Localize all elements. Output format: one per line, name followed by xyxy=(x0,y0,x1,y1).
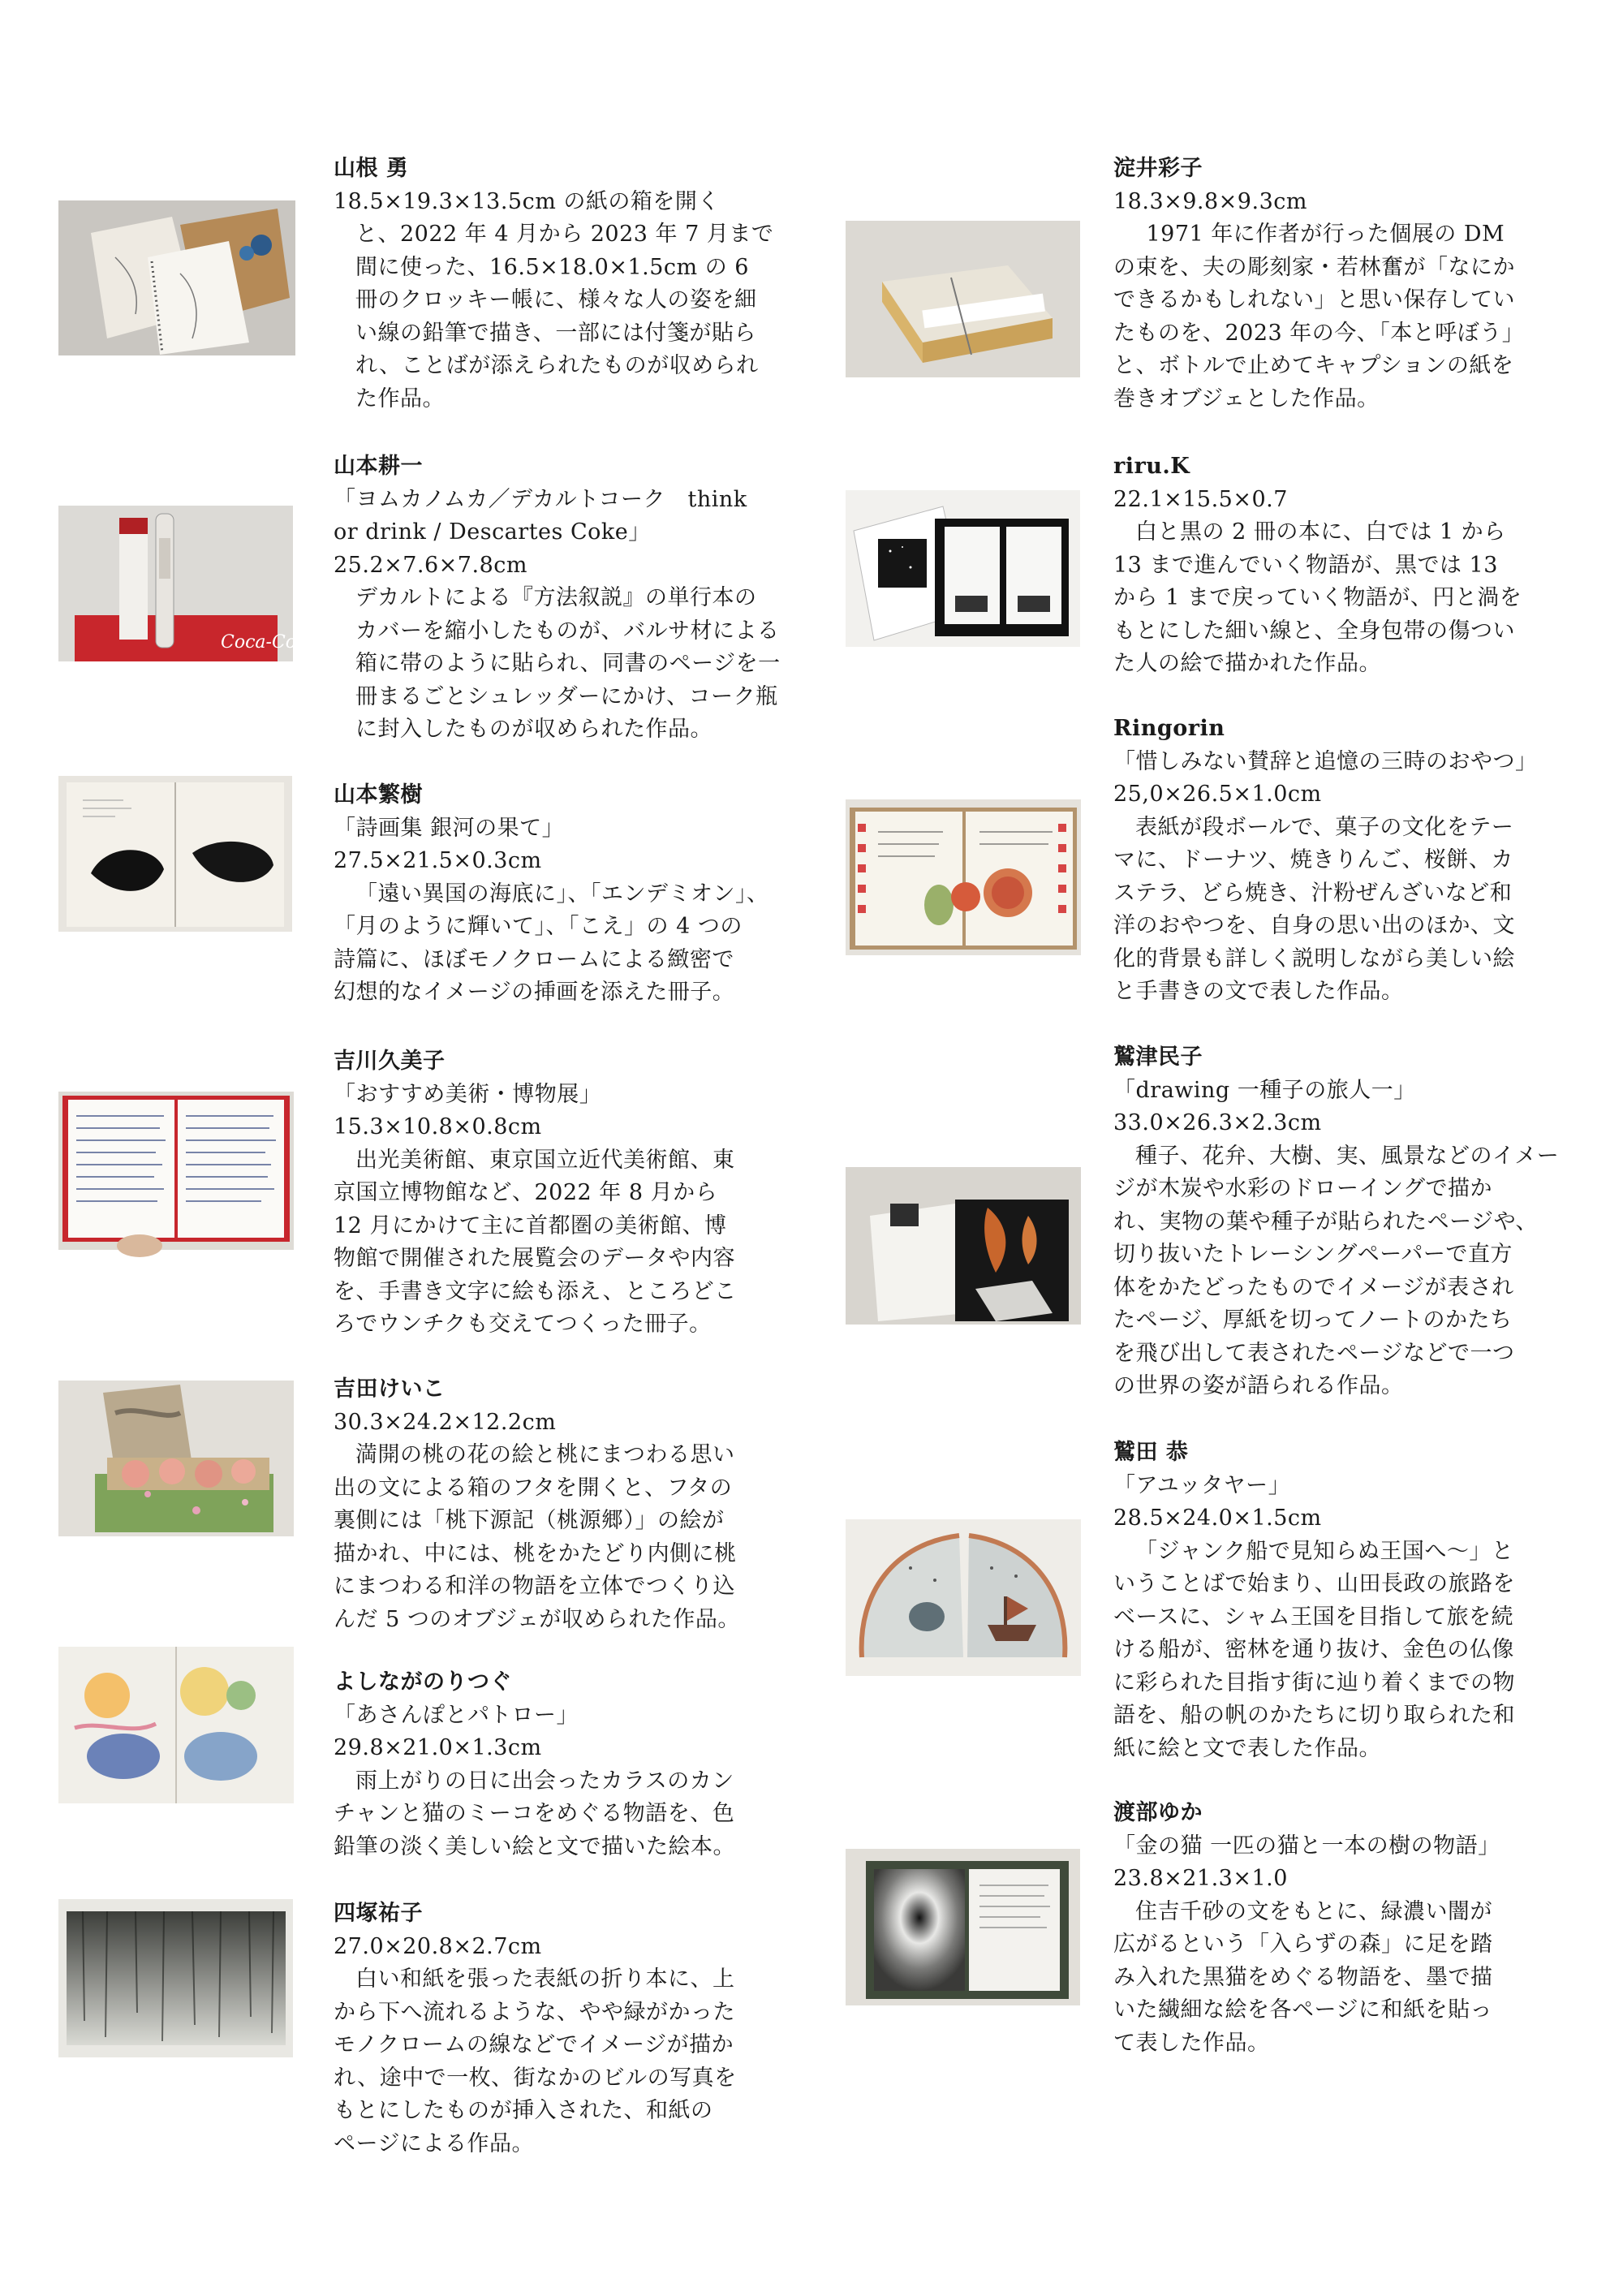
description-line: 住吉千砂の文をもとに、緑濃い闇が xyxy=(1135,1898,1492,1924)
description-line: 広がるという「入らずの森」に足を踏 xyxy=(1113,1932,1493,1957)
work-title: 「おすすめ美術・博物展」 xyxy=(334,1081,602,1107)
description-line: から 1 まで戻っていく物語が、円と渦を xyxy=(1113,585,1522,610)
description xyxy=(334,186,788,416)
work-title: 「ヨムカノムカ／デカルトコーク think xyxy=(334,486,747,512)
description-line: ろでウンチクも交えてつくった冊子。 xyxy=(334,1312,712,1337)
description xyxy=(1113,812,1568,1009)
description-line: もとにしたものが挿入された、和紙の xyxy=(334,2098,713,2123)
artist-name: Ringorin xyxy=(1113,716,1225,741)
svg-text:Coca-Cola: Coca-Cola xyxy=(221,632,313,653)
work-title: 「金の猫 一匹の猫と一本の樹の物語」 xyxy=(1113,1833,1500,1859)
description-line: 雨上がりの日に出会ったカラスのカン xyxy=(355,1768,734,1794)
dimensions: 29.8×21.0×1.3cm xyxy=(334,1735,542,1760)
description-line: にまつわる和洋の物語を立体でつくり込 xyxy=(334,1574,735,1599)
description xyxy=(1113,1896,1568,2061)
description-line: の世界の姿が語られる作品。 xyxy=(1113,1373,1404,1398)
dimensions: 30.3×24.2×12.2cm xyxy=(334,1409,557,1435)
description xyxy=(1113,218,1568,416)
description-line: んだ 5 つのオブジェが収められた作品。 xyxy=(334,1606,740,1632)
description-line: モノクロームの線などでイメージが描か xyxy=(334,2032,734,2057)
dimensions: 23.8×21.3×1.0 xyxy=(1113,1866,1288,1891)
artwork-photo xyxy=(846,221,1080,377)
description-line: 12 月にかけて主に首都圏の美術館、博 xyxy=(334,1213,727,1238)
work-title: 「詩画集 銀河の果て」 xyxy=(334,815,565,841)
description-line: 箱に帯のように貼られ、同書のページを一 xyxy=(355,651,781,676)
artwork-photo xyxy=(846,799,1081,955)
description-line: 間に使った、16.5×18.0×1.5cm の 6 xyxy=(355,254,749,280)
artwork-photo xyxy=(58,776,292,932)
description-line: いうことばで始まり、山田長政の旅路を xyxy=(1113,1571,1515,1596)
description-line: 洋のおやつを、自身の思い出のほか、文 xyxy=(1113,913,1515,938)
description-line: 出の文による箱のフタを開くと、フタの xyxy=(334,1475,733,1501)
artist-name: riru.K xyxy=(1113,454,1190,479)
description xyxy=(334,1963,788,2160)
description-line: 満開の桃の花の絵と桃にまつわる思い xyxy=(355,1442,735,1467)
description-line: れ、ことばが添えられたものが収められ xyxy=(355,353,759,378)
dimensions: 15.3×10.8×0.8cm xyxy=(334,1114,542,1139)
description-line: できるかもしれない」と思い保存してい xyxy=(1113,287,1515,312)
description xyxy=(334,878,788,1010)
description-line: 「月のように輝いて」、「こえ」の 4 つの xyxy=(334,914,743,939)
description-line: 「ジャンク船で見知らぬ王国へ～」と xyxy=(1135,1538,1514,1564)
artist-name: 淀井彩子 xyxy=(1113,156,1203,181)
description-line: たものを、2023 年の今、「本と呼ぼう」 xyxy=(1113,320,1525,346)
description-line: チャンと猫のミーコをめぐる物語を、色 xyxy=(334,1801,735,1826)
description-line: 13 まで進んでいく物語が、黒では 13 xyxy=(1113,552,1498,578)
description-line: 巻きオブジェとした作品。 xyxy=(1113,386,1380,411)
artwork-photo xyxy=(58,1899,293,2057)
description-line: と、2022 年 4 月から 2023 年 7 月まで xyxy=(355,222,774,247)
description xyxy=(334,1439,788,1636)
artwork-photo xyxy=(58,1092,294,1250)
dimensions: 33.0×26.3×2.3cm xyxy=(1113,1110,1322,1135)
description-line: 冊のクロッキー帳に、様々な人の姿を細 xyxy=(355,287,757,312)
description-line: た作品。 xyxy=(355,386,445,411)
description-line: ステラ、どら焼き、汁粉ぜんざいなど和 xyxy=(1113,880,1513,906)
artwork-photo xyxy=(846,490,1080,647)
description-line: マに、ドーナツ、焼きりんご、桜餅、カ xyxy=(1113,847,1513,872)
work-title: or drink / Descartes Coke」 xyxy=(334,519,651,545)
description-line: 白い和紙を張った表紙の折り本に、上 xyxy=(355,1966,735,1992)
dimensions: 22.1×15.5×0.7 xyxy=(1113,486,1288,512)
artist-name: 山根 勇 xyxy=(334,156,409,181)
description-line: 化的背景も詳しく説明しながら美しい絵 xyxy=(1113,946,1515,971)
description-line: デカルトによる『方法叙説』の単行本の xyxy=(355,585,757,610)
description-line: た人の絵で描かれた作品。 xyxy=(1113,651,1381,676)
work-title: 「アユッタヤー」 xyxy=(1113,1472,1291,1498)
description-line: と手書きの文で表した作品。 xyxy=(1113,979,1404,1004)
artwork-photo xyxy=(846,1167,1081,1325)
description-line: 紙に絵と文で表した作品。 xyxy=(1113,1735,1381,1761)
description xyxy=(334,1765,788,1864)
description xyxy=(334,582,788,747)
description-line: ジが木炭や水彩のドローイングで描か xyxy=(1113,1176,1492,1201)
description-line: から下へ流れるような、やや緑がかった xyxy=(334,1999,735,2025)
description-line: を飛び出して表されたページなどで一つ xyxy=(1113,1340,1515,1366)
artist-name: 吉田けいこ xyxy=(334,1376,446,1402)
description-line: い線の鉛筆で描き、一部には付箋が貼ら xyxy=(355,320,756,346)
artist-name: 山本耕一 xyxy=(334,454,423,479)
artwork-photo xyxy=(846,1519,1081,1676)
description-line: と、ボトルで止めてキャプションの紙を xyxy=(1113,353,1514,378)
description-line: 体をかたどったものでイメージが表され xyxy=(1113,1274,1514,1300)
description xyxy=(1113,516,1568,681)
work-title: 「あさんぽとパトロー」 xyxy=(334,1702,579,1728)
description-line: 京国立博物館など、2022 年 8 月から xyxy=(334,1180,718,1205)
description-line: み入れた黒猫をめぐる物語を、墨で描 xyxy=(1113,1964,1493,1990)
description-line: 物館で開催された展覧会のデータや内容 xyxy=(334,1246,735,1271)
description-line: ける船が、密林を通り抜け、金色の仏像 xyxy=(1113,1637,1514,1662)
description-line: 鉛筆の淡く美しい絵と文で描いた絵本。 xyxy=(334,1833,735,1859)
artist-name: 鷲津民子 xyxy=(1113,1045,1203,1070)
description-line: 白と黒の 2 冊の本に、白では 1 から xyxy=(1135,519,1506,545)
description-line: に彩られた目指す街に辿り着くまでの物 xyxy=(1113,1669,1515,1695)
artist-name: 山本繁樹 xyxy=(334,782,423,808)
artist-name: 鷲田 恭 xyxy=(1113,1440,1189,1465)
description-line: もとにした細い線と、全身包帯の傷つい xyxy=(1113,618,1515,644)
description-line: 出光美術館、東京国立近代美術館、東 xyxy=(355,1147,735,1173)
dimensions: 25.2×7.6×7.8cm xyxy=(334,552,527,578)
description-line: 幻想的なイメージの挿画を添えた冊子。 xyxy=(334,980,735,1005)
dimensions: 27.0×20.8×2.7cm xyxy=(334,1933,542,1959)
artwork-photo xyxy=(58,1647,294,1803)
artist-name: 四塚祐子 xyxy=(334,1901,423,1926)
description-line: 描かれ、中には、桃をかたどり内側に桃 xyxy=(334,1540,737,1566)
description-line: 18.5×19.3×13.5cm の紙の箱を開く xyxy=(334,188,720,214)
artwork-photo xyxy=(58,1381,294,1536)
artwork-photo xyxy=(846,1849,1080,2005)
artwork-photo xyxy=(58,506,313,661)
description-line: の束を、夫の彫刻家・若林奮が「なにか xyxy=(1113,254,1515,280)
description-line: 冊まるごとシュレッダーにかけ、コーク瓶 xyxy=(355,683,778,709)
description-line: 「遠い異国の海底に」、「エンデミオン」、 xyxy=(355,881,769,907)
dimensions: 25,0×26.5×1.0cm xyxy=(1113,782,1322,807)
work-title: 「drawing 一種子の旅人一」 xyxy=(1113,1077,1416,1103)
artist-name: よしながのりつぐ xyxy=(334,1669,512,1695)
description xyxy=(1113,1536,1568,1766)
description-line: カバーを縮小したものが、バルサ材による xyxy=(355,618,780,644)
description-line: 裏側には「桃下源記（桃源郷）」の絵が xyxy=(334,1508,725,1533)
description-line: て表した作品。 xyxy=(1113,2030,1270,2056)
description-line: ページによる作品。 xyxy=(334,2130,534,2156)
description-line: れ、実物の葉や種子が貼られたページや、 xyxy=(1113,1208,1539,1234)
description xyxy=(334,1144,788,1342)
description-line: 表紙が段ボールで、菓子の文化をテー xyxy=(1135,814,1514,840)
artwork-photo xyxy=(58,200,295,355)
description-line: ベースに、シャム王国を目指して旅を続 xyxy=(1113,1604,1514,1630)
description-line: 種子、花弁、大樹、実、風景などのイメー xyxy=(1135,1143,1560,1169)
artist-name: 吉川久美子 xyxy=(334,1049,446,1074)
description-line: いた繊細な絵を各ページに和紙を貼っ xyxy=(1113,1997,1492,2022)
dimensions: 27.5×21.5×0.3cm xyxy=(334,848,542,873)
description-line: れ、途中で一枚、街なかのビルの写真を xyxy=(334,2065,737,2091)
dimensions: 18.3×9.8×9.3cm xyxy=(1113,188,1307,214)
work-title: 「惜しみない賛辞と追憶の三時のおやつ」 xyxy=(1113,748,1538,774)
description-line: を、手書き文字に絵も添え、ところどこ xyxy=(334,1278,737,1304)
artist-name: 渡部ゆか xyxy=(1113,1800,1203,1825)
description-line: 語を、船の帆のかたちに切り取られた和 xyxy=(1113,1703,1515,1728)
description-line: 1971 年に作者が行った個展の DM xyxy=(1146,222,1505,247)
dimensions: 28.5×24.0×1.5cm xyxy=(1113,1506,1322,1531)
description-line: 詩篇に、ほぼモノクロームによる緻密で xyxy=(334,946,734,972)
description-line: に封入したものが収められた作品。 xyxy=(355,717,712,742)
description xyxy=(1113,1140,1568,1403)
description-line: 切り抜いたトレーシングペーパーで直方 xyxy=(1113,1242,1513,1267)
description-line: たページ、厚紙を切ってノートのかたち xyxy=(1113,1307,1513,1333)
